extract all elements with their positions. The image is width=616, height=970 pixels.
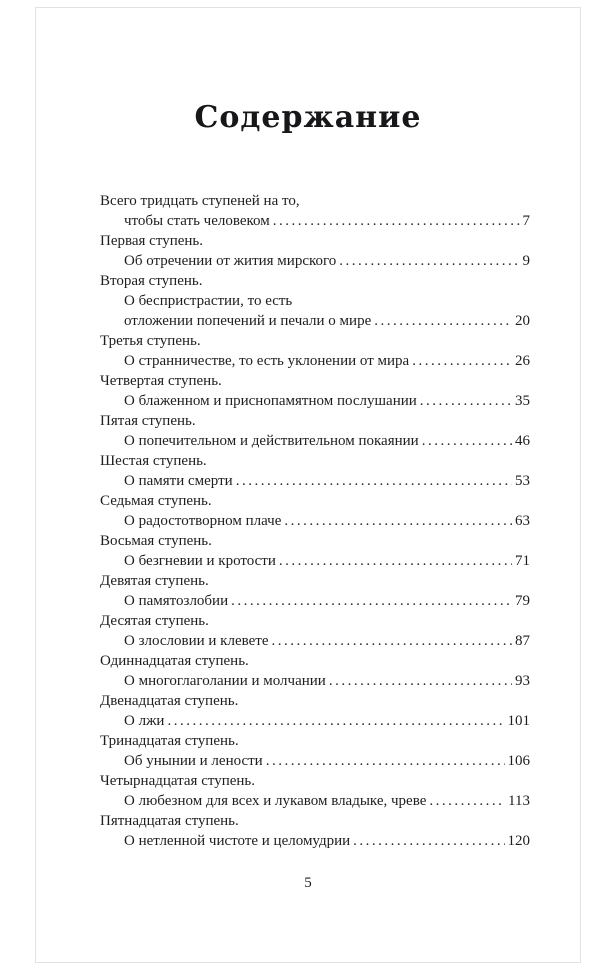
- toc-entry-text: отложении попечений и печали о мире: [124, 313, 372, 329]
- toc-line: [100, 771, 530, 791]
- toc-line: [100, 631, 530, 651]
- toc-page-number: 63: [515, 513, 530, 529]
- toc-line: [100, 711, 530, 731]
- toc-line: [100, 531, 530, 551]
- toc-line: [100, 751, 530, 771]
- dot-leader: [339, 251, 519, 271]
- toc-entry-text: О любезном для всех и лукавом владыке, чреве: [124, 793, 427, 809]
- toc-line: [100, 571, 530, 591]
- toc-line: [100, 491, 530, 511]
- toc-entry-text: Шестая ступень.: [100, 453, 207, 469]
- toc-page-number: 93: [515, 673, 530, 689]
- toc-entry-text: Седьмая ступень.: [100, 493, 212, 509]
- toc-line: [100, 731, 530, 751]
- toc-page-number: 35: [515, 393, 530, 409]
- toc-page-number: 87: [515, 633, 530, 649]
- toc-line: [100, 651, 530, 671]
- toc-line: [100, 811, 530, 831]
- toc-page-number: 120: [507, 833, 530, 849]
- dot-leader: [284, 511, 512, 531]
- toc-entry-text: Об унынии и лености: [124, 753, 263, 769]
- toc-entry-text: О лжи: [124, 713, 165, 729]
- toc-list: [100, 191, 530, 851]
- toc-entry-text: Одиннадцатая ступень.: [100, 653, 249, 669]
- toc-line: [100, 211, 530, 231]
- dot-leader: [266, 751, 505, 771]
- toc-line: [100, 271, 530, 291]
- toc-line: [100, 311, 530, 331]
- toc-entry-text: Восьмая ступень.: [100, 533, 212, 549]
- toc-line: [100, 611, 530, 631]
- toc-line: [100, 331, 530, 351]
- toc-entry-text: Девятая ступень.: [100, 573, 209, 589]
- dot-leader: [329, 671, 512, 691]
- toc-page-number: 113: [508, 793, 530, 809]
- toc-entry-text: Всего тридцать ступеней на то,: [100, 193, 300, 209]
- toc-line: [100, 551, 530, 571]
- dot-leader: [236, 471, 512, 491]
- dot-leader: [279, 551, 512, 571]
- toc-line: [100, 671, 530, 691]
- toc-line: [100, 451, 530, 471]
- toc-entry-text: О странничестве, то есть уклонении от мира: [124, 353, 410, 369]
- toc-entry-text: Вторая ступень.: [100, 273, 203, 289]
- dot-leader: [273, 211, 520, 231]
- toc-entry-text: Тринадцатая ступень.: [100, 733, 239, 749]
- toc-entry-text: Четырнадцатая ступень.: [100, 773, 256, 789]
- toc-page-number: 71: [515, 553, 530, 569]
- toc-line: [100, 291, 530, 311]
- toc-entry-text: Пятая ступень.: [100, 413, 196, 429]
- toc-line: [100, 231, 530, 251]
- toc-entry-text: О многоглаголании и молчании: [124, 673, 326, 689]
- toc-page-number: 46: [515, 433, 530, 449]
- toc-entry-text: О попечительном и действительном покаянии: [124, 433, 419, 449]
- toc-line: [100, 791, 530, 811]
- toc-line: [100, 431, 530, 451]
- toc-line: [100, 691, 530, 711]
- toc-page-number: 101: [507, 713, 530, 729]
- dot-leader: [374, 311, 512, 331]
- toc-entry-text: Четвертая ступень.: [100, 373, 222, 389]
- toc-entry-text: О безгневии и кротости: [124, 553, 276, 569]
- toc-line: [100, 371, 530, 391]
- toc-entry-text: Об отречении от жития мирского: [124, 253, 337, 269]
- page-sheet: [35, 7, 581, 963]
- toc-line: [100, 191, 530, 211]
- toc-entry-text: О блаженном и приснопамятном послушании: [124, 393, 417, 409]
- toc-entry-text: О памятозлобии: [124, 593, 229, 609]
- toc-page-number: 7: [522, 213, 530, 229]
- toc-line: [100, 391, 530, 411]
- toc-page-number: 79: [515, 593, 530, 609]
- toc-entry-text: Третья ступень.: [100, 333, 201, 349]
- toc-line: [100, 511, 530, 531]
- dot-leader: [231, 591, 512, 611]
- dot-leader: [429, 791, 505, 811]
- toc-line: [100, 411, 530, 431]
- toc-line: [100, 471, 530, 491]
- toc-line: [100, 831, 530, 851]
- toc-page-number: 9: [522, 253, 530, 269]
- toc-line: [100, 591, 530, 611]
- dot-leader: [167, 711, 504, 731]
- toc-entry-text: О беспристрастии, то есть: [124, 293, 293, 309]
- page-title: Содержание: [194, 100, 422, 135]
- toc-line: [100, 351, 530, 371]
- toc-entry-text: Десятая ступень.: [100, 613, 209, 629]
- toc-page-number: 26: [515, 353, 530, 369]
- toc-page-number: 20: [515, 313, 530, 329]
- toc-entry-text: О злословии и клевете: [124, 633, 269, 649]
- dot-leader: [271, 631, 512, 651]
- toc-entry-text: Пятнадцатая ступень.: [100, 813, 239, 829]
- toc-page-number: 53: [515, 473, 530, 489]
- toc-entry-text: чтобы стать человеком: [124, 213, 270, 229]
- dot-leader: [412, 351, 512, 371]
- toc-line: [100, 251, 530, 271]
- toc-page-number: 106: [507, 753, 530, 769]
- toc-entry-text: О памяти смерти: [124, 473, 233, 489]
- dot-leader: [420, 391, 512, 411]
- toc-entry-text: Двенадцатая ступень.: [100, 693, 239, 709]
- toc-entry-text: Первая ступень.: [100, 233, 204, 249]
- dot-leader: [422, 431, 512, 451]
- folio-page-number: 5: [304, 875, 312, 891]
- toc-entry-text: О нетленной чистоте и целомудрии: [124, 833, 351, 849]
- toc-entry-text: О радостотворном плаче: [124, 513, 282, 529]
- dot-leader: [353, 831, 504, 851]
